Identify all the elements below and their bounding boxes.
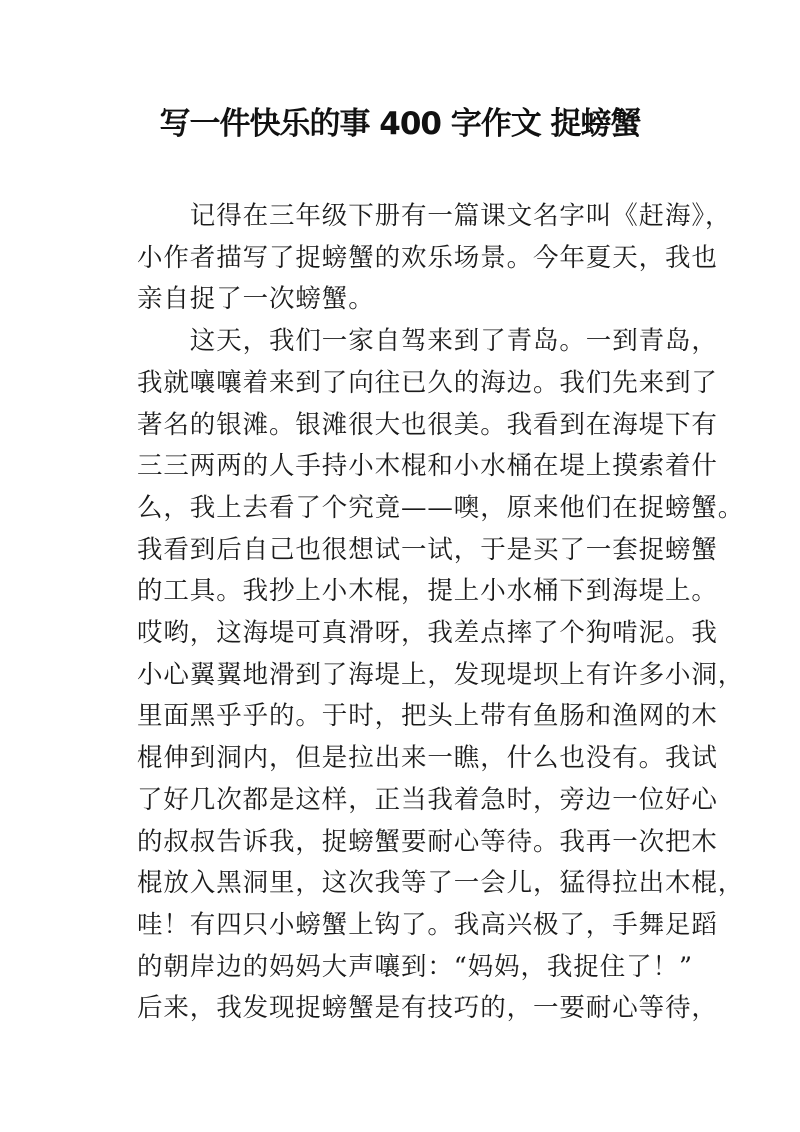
text-line: 么，我上去看了个究竟——噢，原来他们在捉螃蟹。 xyxy=(137,492,745,523)
text-line: 我看到后自己也很想试一试，于是买了一套捉螃蟹 xyxy=(137,534,718,565)
text-line: 这天，我们一家自驾来到了青岛。一到青岛， xyxy=(137,326,718,357)
text-line: 的叔叔告诉我，捉螃蟹要耐心等待。我再一次把木 xyxy=(137,826,718,857)
text-line: 记得在三年级下册有一篇课文名字叫《赶海》， xyxy=(137,201,732,231)
page-title: 写一件快乐的事 400 字作文 捉螃蟹 xyxy=(159,106,641,142)
text-line: 亲自捉了一次螃蟹。 xyxy=(137,284,375,315)
text-line: 后来，我发现捉螃蟹是有技巧的，一要耐心等待， xyxy=(137,993,718,1024)
text-line: 的朝岸边的妈妈大声嚷到：“妈妈，我捉住了！” xyxy=(137,951,693,982)
text-line: 三三两两的人手持小木棍和小水桶在堤上摸索着什 xyxy=(137,451,718,482)
text-line: 里面黑乎乎的。于时，把头上带有鱼肠和渔网的木 xyxy=(137,701,718,732)
text-line: 小心翼翼地滑到了海堤上，发现堤坝上有许多小洞， xyxy=(137,659,745,690)
text-line: 小作者描写了捉螃蟹的欢乐场景。今年夏天，我也 xyxy=(137,242,718,273)
text-line: 我就嚷嚷着来到了向往已久的海边。我们先来到了 xyxy=(137,367,718,398)
text-line: 的工具。我抄上小木棍，提上小水桶下到海堤上。 xyxy=(137,576,718,607)
text-line: 哇！有四只小螃蟹上钩了。我高兴极了，手舞足蹈 xyxy=(137,909,718,940)
text-line: 棍伸到洞内，但是拉出来一瞧，什么也没有。我试 xyxy=(137,743,718,774)
text-line: 棍放入黑洞里，这次我等了一会儿，猛得拉出木棍， xyxy=(137,868,745,899)
text-line: 著名的银滩。银滩很大也很美。我看到在海堤下有 xyxy=(137,409,718,440)
text-line: 哎哟，这海堤可真滑呀，我差点摔了个狗啃泥。我 xyxy=(137,618,718,648)
text-line: 了好几次都是这样，正当我着急时，旁边一位好心 xyxy=(137,784,718,815)
